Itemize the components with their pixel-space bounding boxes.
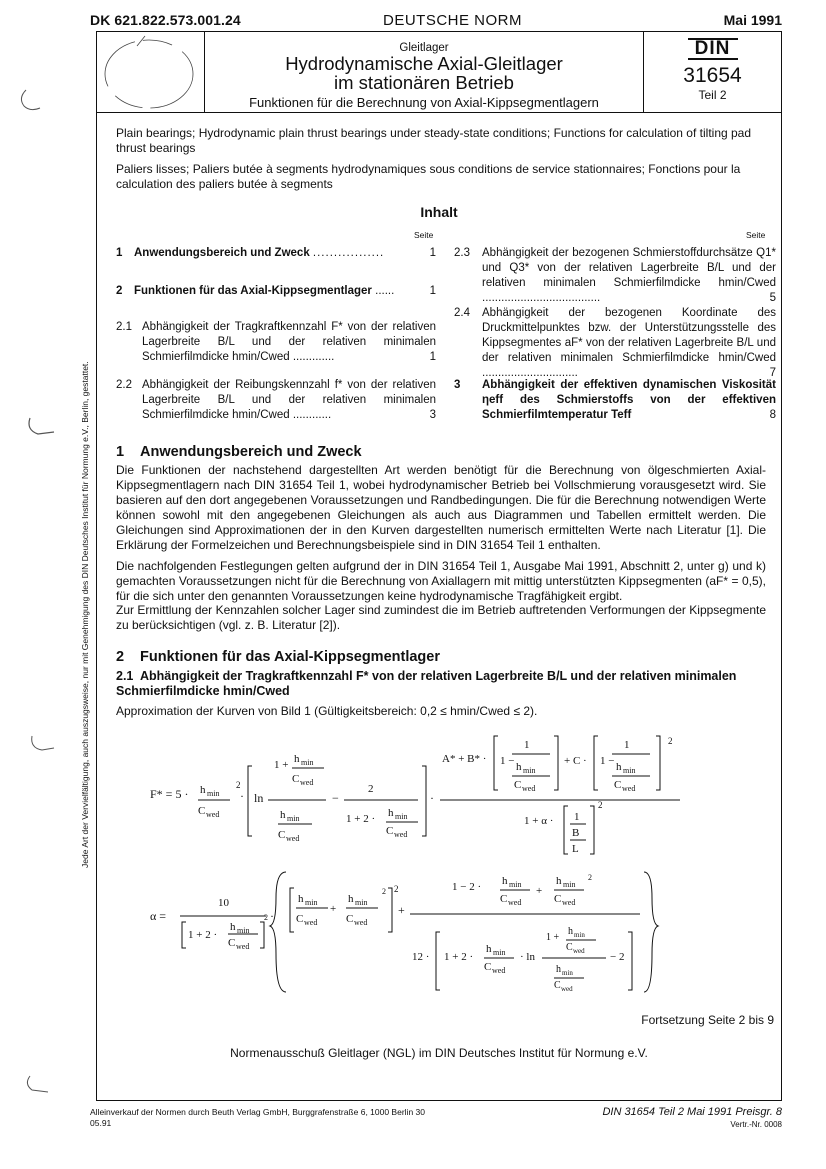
svg-text:min: min xyxy=(287,814,300,823)
header-box xyxy=(96,31,782,113)
din-number: 31654 xyxy=(683,64,742,87)
svg-text:min: min xyxy=(301,758,314,767)
issue-date: Mai 1991 xyxy=(723,12,782,28)
svg-text:2: 2 xyxy=(588,873,592,882)
publish-date: 05.91 xyxy=(90,1118,112,1128)
section-2-1-heading: 2.1 Abhängigkeit der Tragkraftkennzahl F* von der relativen Lagerbreite B/L und der relativen minimalen Schmierfilmdicke hmin/Cwed xyxy=(116,669,737,698)
toc-num: 2.2 xyxy=(116,379,132,391)
svg-text:1: 1 xyxy=(524,739,530,751)
svg-text:C: C xyxy=(500,893,508,905)
svg-text:C: C xyxy=(386,825,394,837)
svg-text:min: min xyxy=(574,931,585,939)
svg-text:+ C ·: + C · xyxy=(564,755,587,767)
toc-text: Abhängigkeit der bezogenen Koordinate des Druckmittelpunktes bzw. der Unterstützungsstelle des Kippsegmentes aF* von der relativen Lagerbreite B/L und der relativen minimalen Schmierfilmdicke hmin/Cwed xyxy=(482,307,776,364)
title-cell xyxy=(205,32,643,112)
seal-cell xyxy=(97,32,205,112)
toc-num: 2.4 xyxy=(454,307,470,319)
svg-text:wed: wed xyxy=(354,918,368,927)
svg-text:C: C xyxy=(554,893,562,905)
toc-page: 3 xyxy=(429,409,436,421)
svg-text:h: h xyxy=(502,875,508,887)
margin-mark-icon xyxy=(14,80,54,120)
publisher-line: Alleinverkauf der Normen durch Beuth Verlag GmbH, Burggrafenstraße 6, 1000 Berlin 30 xyxy=(90,1107,425,1117)
svg-text:1 +: 1 + xyxy=(546,932,560,943)
svg-text:h: h xyxy=(230,921,236,933)
svg-text:wed: wed xyxy=(622,784,636,793)
svg-text:1 −: 1 − xyxy=(500,755,515,767)
svg-text:α =: α = xyxy=(150,909,167,923)
section-2-heading: 2 Funktionen für das Axial-Kippsegmentlager xyxy=(116,649,440,665)
toc-num: 1 xyxy=(116,247,123,259)
toc-text: Abhängigkeit der Tragkraftkennzahl F* von der relativen Lagerbreite B/L und der relativen minimalen Schmierfilmdicke hmin/Cwed xyxy=(142,321,436,363)
publisher-note xyxy=(90,1107,425,1129)
svg-text:·: · xyxy=(430,791,434,805)
title-line-1: Hydrodynamische Axial-Gleitlager xyxy=(285,53,563,74)
svg-text:min: min xyxy=(562,969,573,977)
svg-text:·: · xyxy=(240,789,244,803)
svg-text:min: min xyxy=(509,880,522,889)
svg-text:·: · xyxy=(270,909,274,923)
approx-note: Approximation der Kurven von Bild 1 (Gültigkeitsbereich: 0,2 ≤ hmin/Cwed ≤ 2). xyxy=(116,704,538,718)
svg-text:h: h xyxy=(486,943,492,955)
svg-text:F* = 5 ·: F* = 5 · xyxy=(150,787,189,801)
svg-text:min: min xyxy=(395,812,408,821)
subject: Gleitlager xyxy=(399,42,449,54)
formula-f-star xyxy=(140,728,700,858)
svg-text:−: − xyxy=(332,791,339,805)
svg-text:min: min xyxy=(623,766,636,775)
toc-item[interactable]: 2.1 Abhängigkeit der Tragkraftkennzahl F* von der relativen Lagerbreite B/L und der relativen minimalen Schmierfilmdicke hmin/Cwed ............. 1 xyxy=(116,321,436,363)
continuation-note: Fortsetzung Seite 2 bis 9 xyxy=(641,1013,774,1027)
svg-text:L: L xyxy=(572,843,579,855)
section-1-heading: 1 Anwendungsbereich und Zweck xyxy=(116,444,362,460)
svg-text:wed: wed xyxy=(304,918,318,927)
svg-text:min: min xyxy=(237,926,250,935)
svg-text:C: C xyxy=(296,913,304,925)
translation-en: Plain bearings; Hydrodynamic plain thrust bearings under steady-state conditions; Functions for calculation of tilting pad thrust bearings xyxy=(116,126,752,155)
toc-page: 1 xyxy=(429,247,436,259)
svg-text:wed: wed xyxy=(522,784,536,793)
svg-text:− 2: − 2 xyxy=(610,951,625,963)
margin-mark-icon xyxy=(20,410,60,450)
toc-text: Abhängigkeit der Reibungskennzahl f* von der relativen Lagerbreite B/L und der relativen minimalen Schmierfilmdicke hmin/Cwed xyxy=(142,379,436,421)
svg-text:ln: ln xyxy=(254,791,264,805)
margin-mark-icon xyxy=(22,730,62,770)
svg-text:wed: wed xyxy=(236,942,250,951)
din-cell xyxy=(643,32,781,112)
svg-text:2: 2 xyxy=(668,736,673,746)
svg-text:2: 2 xyxy=(368,783,374,795)
toc-item[interactable]: 2.2 Abhängigkeit der Reibungskennzahl f* von der relativen Lagerbreite B/L und der relativen minimalen Schmierfilmdicke hmin/Cwed ............ 3 xyxy=(116,379,436,421)
svg-text:C: C xyxy=(614,779,622,791)
svg-text:2: 2 xyxy=(598,800,603,810)
svg-text:C: C xyxy=(228,937,236,949)
svg-text:min: min xyxy=(355,898,368,907)
copyright-note: Jede Art der Vervielfältigung, auch auszugsweise, nur mit Genehmigung des DIN Deutsches Institut für Normung e.V., Berlin, gestattet. xyxy=(80,361,90,868)
svg-text:2: 2 xyxy=(382,887,386,896)
svg-text:C: C xyxy=(484,961,492,973)
margin-mark-icon xyxy=(18,1070,58,1110)
svg-text:2: 2 xyxy=(236,780,241,790)
title-line-2: im stationären Betrieb xyxy=(334,72,514,93)
toc-item[interactable]: 2.3 Abhängigkeit der bezogenen Schmierstoffdurchsätze Q1* und Q3* von der relativen Lagerbreite B/L und der relativen minimalen Schmierfilmdicke hmin/Cwed ..................................... 5 xyxy=(454,247,776,304)
dk-number: DK 621.822.573.001.24 xyxy=(90,12,241,28)
svg-text:h: h xyxy=(298,893,304,905)
toc-text: Funktionen für das Axial-Kippsegmentlager xyxy=(134,285,372,297)
toc-text: Anwendungsbereich und Zweck xyxy=(134,247,310,259)
svg-text:C: C xyxy=(198,805,206,817)
din-logo: DIN xyxy=(688,38,738,60)
svg-text:wed: wed xyxy=(492,966,506,975)
svg-text:wed: wed xyxy=(300,778,314,787)
svg-text:min: min xyxy=(493,948,506,957)
svg-text:C: C xyxy=(346,913,354,925)
svg-text:1 + 2 ·: 1 + 2 · xyxy=(346,813,376,825)
svg-text:1 + 2 ·: 1 + 2 · xyxy=(444,951,474,963)
svg-text:min: min xyxy=(207,789,220,798)
toc-text: Abhängigkeit der bezogenen Schmierstoffdurchsätze Q1* und Q3* von der relativen Lagerbreite B/L und der relativen minimalen Schmierfilmdicke hmin/Cwed xyxy=(482,247,776,289)
svg-text:wed: wed xyxy=(508,898,522,907)
svg-text:A* + B* ·: A* + B* · xyxy=(442,753,487,765)
toc-page: 7 xyxy=(769,367,776,379)
svg-text:wed: wed xyxy=(562,898,576,907)
svg-text:h: h xyxy=(556,875,562,887)
toc-page: 5 xyxy=(769,292,776,304)
toc-num: 2.3 xyxy=(454,247,470,259)
toc-page: 8 xyxy=(769,409,776,421)
svg-text:2: 2 xyxy=(264,913,268,922)
subtitle: Funktionen für die Berechnung von Axial-Kippsegmentlagern xyxy=(249,95,599,110)
svg-text:C: C xyxy=(554,980,561,991)
svg-text:h: h xyxy=(348,893,354,905)
vertr-number: Vertr.-Nr. 0008 xyxy=(730,1120,782,1129)
section-1-paragraph-3: Zur Ermittlung der Kennzahlen solcher Lager sind zumindest die im Betrieb auftretenden Verformungen der Kippsegmente zu berücksichtigen (vgl. z. B. Literatur [2]). xyxy=(116,603,766,632)
svg-text:+: + xyxy=(330,903,337,915)
toc-seite-right: Seite xyxy=(746,230,766,240)
committee-line: Normenausschuß Gleitlager (NGL) im DIN Deutsches Institut für Normung e.V. xyxy=(230,1046,648,1060)
toc-item[interactable] xyxy=(454,378,776,423)
svg-text:min: min xyxy=(563,880,576,889)
toc-num: 2 xyxy=(116,285,123,297)
svg-text:wed: wed xyxy=(394,830,408,839)
toc-item[interactable]: 2 Funktionen für das Axial-Kippsegmentlager ...... 1 xyxy=(116,285,436,297)
svg-text:1: 1 xyxy=(574,811,580,823)
svg-text:C: C xyxy=(566,942,573,953)
svg-text:C: C xyxy=(514,779,522,791)
svg-text:1 +: 1 + xyxy=(274,759,289,771)
svg-text:wed: wed xyxy=(206,810,220,819)
toc-seite-left: Seite xyxy=(414,230,434,240)
toc-item[interactable]: 1 Anwendungsbereich und Zweck ................. 1 xyxy=(116,247,436,259)
seal-circle-icon xyxy=(97,32,203,112)
svg-text:+: + xyxy=(398,903,405,917)
svg-text:h: h xyxy=(516,761,522,773)
svg-text:h: h xyxy=(294,753,300,765)
svg-text:1 + α ·: 1 + α · xyxy=(524,815,554,827)
toc-num: 2.1 xyxy=(116,321,132,333)
toc-item[interactable]: 2.4 Abhängigkeit der bezogenen Koordinate des Druckmittelpunktes bzw. der Unterstützungsstelle des Kippsegmentes aF* von der relativen Lagerbreite B/L und der relativen minimalen Schmierfilmdicke hmin/Cwed .............................. 7 xyxy=(454,307,776,379)
section-1-paragraph-2: Die nachfolgenden Festlegungen gelten aufgrund der in DIN 31654 Teil 1, Ausgabe Mai 1991, Abschnitt 2, unter g) und k) gemachten Voraussetzungen nicht für die Berechnung von Axiallagern mit mittig unterstützten Kippsegmenten (aF* = 0,5), für die sich unter den genannten Voraussetzungen keine hydrodynamische Tragfähigkeit ergibt. xyxy=(116,559,766,603)
toc-text: Abhängigkeit der effektiven dynamischen Viskosität ηeff des Schmierstoffs von der effektiven Schmierfilmtemperatur Teff xyxy=(482,379,776,421)
svg-text:+: + xyxy=(536,885,543,897)
svg-text:min: min xyxy=(305,898,318,907)
svg-text:wed: wed xyxy=(561,985,573,993)
norm-type: DEUTSCHE NORM xyxy=(383,12,523,29)
section-1-paragraph-1: Die Funktionen der nachstehend dargestellten Art werden benötigt für die Berechnung von ölgeschmierten Axial-Kippsegmentlagern nach DIN 31654 Teil 1, wobei hydrodynamischer Betrieb bei Vollschmierung vorausgesetzt wird. Sie basieren auf den dort angegebenen Voraussetzungen und Randbedingungen. Die für die Berechnung notwendigen Werte können sowohl mit den angegebenen Gleichungen als auch aus Diagrammen und Tabellen ermittelt werden. Die Gleichungen sind Approximationen der in den Kurven dargestellten numerisch ermittelten Werte nach Literatur [1]. Die Erklärung der Formelzeichen und Berechnungsbeispiele sind in DIN 31654 Teil 1 enthalten. xyxy=(116,463,766,552)
svg-text:B: B xyxy=(572,827,580,839)
svg-text:1 − 2 ·: 1 − 2 · xyxy=(452,881,482,893)
svg-text:1 −: 1 − xyxy=(600,755,615,767)
svg-text:10: 10 xyxy=(218,897,229,909)
svg-text:h: h xyxy=(200,784,206,796)
toc-page: 1 xyxy=(429,285,436,297)
svg-text:C: C xyxy=(292,773,300,785)
svg-text:h: h xyxy=(616,761,622,773)
svg-text:1: 1 xyxy=(624,739,630,751)
svg-text:h: h xyxy=(556,964,561,975)
svg-text:h: h xyxy=(568,926,573,937)
formula-alpha xyxy=(140,868,670,1002)
translation-fr: Paliers lisses; Paliers butée à segments hydrodynamiques sous conditions de service stationnaires; Fonctions pour la calculation des paliers butée à segments xyxy=(116,162,741,191)
svg-text:wed: wed xyxy=(573,947,585,955)
svg-text:C: C xyxy=(278,829,286,841)
toc-title: Inhalt xyxy=(420,204,458,220)
svg-text:· ln: · ln xyxy=(520,951,535,963)
svg-text:wed: wed xyxy=(286,834,300,843)
document-reference: DIN 31654 Teil 2 Mai 1991 Preisgr. 8 xyxy=(602,1106,782,1118)
svg-text:1 + 2 ·: 1 + 2 · xyxy=(188,929,218,941)
toc-page: 1 xyxy=(429,351,436,363)
svg-text:h: h xyxy=(388,807,394,819)
svg-text:h: h xyxy=(280,809,286,821)
din-part: Teil 2 xyxy=(698,88,727,102)
svg-text:2: 2 xyxy=(394,884,399,894)
toc-num: 3 xyxy=(454,379,461,391)
svg-text:12 ·: 12 · xyxy=(412,951,430,963)
svg-text:min: min xyxy=(523,766,536,775)
